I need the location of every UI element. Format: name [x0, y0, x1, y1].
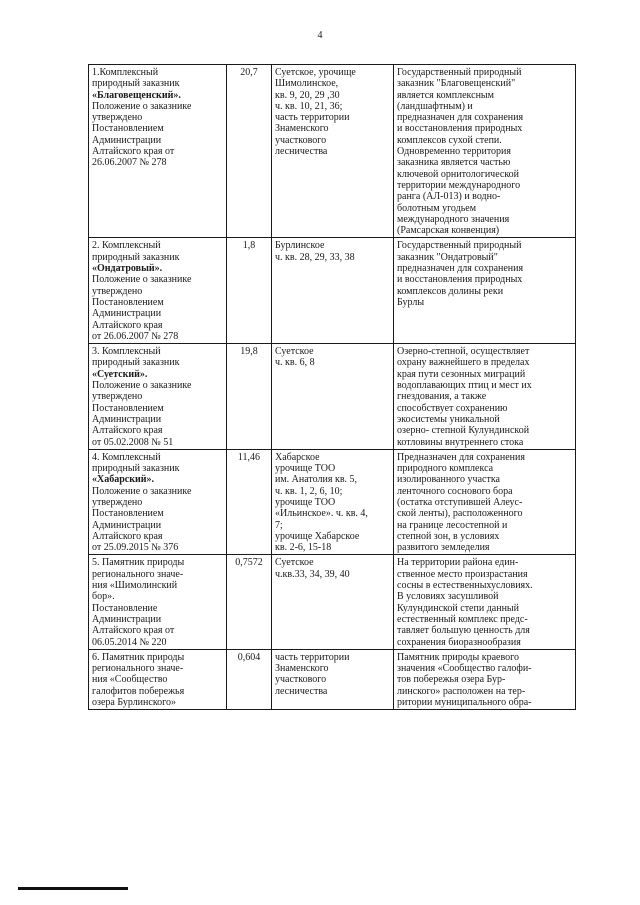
location-line: им. Анатолия кв. 5,: [275, 474, 358, 486]
area-size-cell: [227, 449, 272, 555]
description-line: (ландшафтным) и: [397, 100, 473, 112]
description-line: заказник "Благовещенский": [397, 78, 516, 90]
description-line: ключевой орнитологической: [397, 168, 520, 180]
description-line: изолированного участка: [397, 474, 500, 486]
name-line: Положение о заказнике: [92, 485, 192, 497]
description-line: края пути сезонных миграций: [397, 368, 526, 380]
description-line: предназначен для сохранения: [397, 263, 524, 275]
name-line: 4. Комплексный: [92, 451, 161, 463]
description-line: ленточного соснового бора: [397, 485, 513, 497]
name-line: Положение о заказнике: [92, 274, 192, 286]
name-line: «Благовещенский».: [92, 89, 181, 101]
name-line: Администрации: [92, 308, 162, 320]
description-line: тавляет большую ценность для: [397, 625, 530, 637]
location-line: урочище ТОО: [275, 463, 336, 475]
name-line: озера Бурлинского»: [92, 697, 177, 709]
name-line: утверждено: [92, 285, 143, 297]
area-name-cell: [89, 555, 227, 649]
table-row: [89, 555, 576, 649]
name-line: утверждено: [92, 496, 143, 508]
location-cell: [272, 65, 394, 238]
description-line: Кулундинской степи данный: [397, 602, 520, 614]
description-line: ственное место произрастания: [397, 568, 528, 580]
location-cell: [272, 649, 394, 709]
location-line: урочище Хабарское: [275, 530, 360, 542]
description-line: ской ленты), расположенного: [397, 508, 523, 520]
name-line: от 25.09.2015 № 376: [92, 542, 179, 554]
name-line: утверждено: [92, 112, 143, 124]
location-line: Хабарское: [275, 451, 320, 463]
table-row: [89, 65, 576, 238]
table-row: [89, 238, 576, 344]
location-line: кв. 9, 20, 29 ,30: [275, 89, 340, 101]
description-line: предназначен для сохранения: [397, 112, 524, 124]
description-line: охрану важнейшего в пределах: [397, 357, 530, 369]
area-value: 11,46: [237, 451, 261, 463]
name-line: Алтайского края: [92, 530, 163, 542]
area-name-cell: [89, 65, 227, 238]
description-line: естественный комплекс предс-: [397, 613, 528, 625]
name-line: 3. Комплексный: [92, 346, 161, 358]
description-line: гнездования, а также: [397, 391, 487, 403]
name-line: природный заказник: [92, 78, 180, 90]
name-line: 26.06.2007 № 278: [92, 157, 167, 169]
description-line: развитого земледелия: [397, 542, 490, 554]
name-line: Алтайского края: [92, 425, 163, 437]
name-line: «Суетский».: [92, 368, 148, 380]
name-line: Постановлением: [92, 123, 164, 135]
name-line: Положение о заказнике: [92, 380, 192, 392]
name-line: от 26.06.2007 № 278: [92, 330, 179, 342]
location-cell: [272, 555, 394, 649]
description-line: водоплавающих птиц и мест их: [397, 380, 532, 392]
location-line: лесничества: [275, 685, 328, 697]
area-size-cell: [227, 344, 272, 450]
location-cell: [272, 344, 394, 450]
description-cell: [394, 449, 576, 555]
name-line: Постановлением: [92, 296, 164, 308]
location-line: Знаменского: [275, 663, 329, 675]
table-row: [89, 649, 576, 709]
name-line: «Ондатровый».: [92, 263, 163, 275]
description-line: и восстановления природных: [397, 123, 523, 135]
description-line: В условиях засушливой: [397, 591, 499, 603]
name-line: Администрации: [92, 519, 162, 531]
name-line: Алтайского края от: [92, 625, 175, 637]
page-number: 4: [317, 30, 323, 41]
name-line: Постановлением: [92, 402, 164, 414]
description-line: Одновременно территория: [397, 146, 512, 158]
name-line: Администрации: [92, 134, 162, 146]
description-line: линского» расположен на тер-: [397, 685, 526, 697]
name-line: бор».: [92, 591, 115, 603]
description-line: На территории района един-: [397, 557, 519, 569]
area-value: 0,7572: [235, 557, 263, 569]
name-line: 06.05.2014 № 220: [92, 636, 167, 648]
name-line: Алтайского края от: [92, 146, 175, 158]
description-line: Государственный природный: [397, 67, 522, 78]
name-line: ния «Сообщество: [92, 674, 168, 686]
location-line: кв. 2-6, 15-18: [275, 542, 332, 554]
location-cell: [272, 238, 394, 344]
footer-rule: [18, 887, 128, 890]
name-line: природный заказник: [92, 357, 180, 369]
description-line: (Рамсарская конвенция): [397, 225, 500, 237]
description-cell: [394, 555, 576, 649]
location-line: участкового: [275, 674, 327, 686]
area-name-cell: [89, 449, 227, 555]
name-line: «Хабарский».: [92, 474, 155, 486]
location-line: Бурлинское: [275, 240, 325, 252]
description-line: заказника является частью: [397, 157, 511, 169]
name-line: регионального значе-: [92, 663, 184, 675]
table-row: [89, 344, 576, 450]
description-line: озерно- степной Кулундинской: [397, 425, 530, 437]
description-line: котловины внутреннего стока: [397, 436, 524, 448]
area-size-cell: [227, 238, 272, 344]
name-line: утверждено: [92, 391, 143, 403]
name-line: Постановление: [92, 602, 158, 614]
name-line: Положение о заказнике: [92, 100, 192, 112]
area-value: 1,8: [242, 240, 256, 252]
description-line: Бурлы: [397, 296, 425, 308]
location-line: «Ильинское». ч. кв. 4,: [275, 508, 368, 520]
location-line: ч. кв. 28, 29, 33, 38: [275, 251, 355, 263]
name-line: 1.Комплексный: [92, 67, 159, 78]
description-line: международного значения: [397, 213, 510, 225]
area-size-cell: [227, 555, 272, 649]
area-name-cell: [89, 238, 227, 344]
name-line: ния «Шимолинский: [92, 580, 178, 592]
description-line: (остатка отступившей Алеус-: [397, 496, 523, 508]
area-value: 0,604: [237, 651, 261, 663]
location-line: ч. кв. 1, 2, 6, 10;: [275, 485, 343, 497]
description-line: комплексов сухой степи.: [397, 134, 502, 146]
area-name-cell: [89, 344, 227, 450]
area-value: 19,8: [240, 346, 258, 358]
description-line: ранга (АЛ-013) и водно-: [397, 191, 501, 203]
area-size-cell: [227, 649, 272, 709]
description-cell: [394, 649, 576, 709]
description-line: тов побережья озера Бур-: [397, 674, 506, 686]
location-line: ч. кв. 6, 8: [275, 357, 315, 369]
description-line: способствует сохранению: [397, 402, 508, 414]
location-line: Суетское: [275, 557, 314, 569]
location-line: Знаменского: [275, 123, 329, 135]
name-line: 6. Памятник природы: [92, 651, 185, 663]
location-line: Шимолинское,: [275, 78, 339, 90]
location-line: лесничества: [275, 146, 328, 158]
name-line: природный заказник: [92, 251, 180, 263]
description-line: территории международного: [397, 179, 521, 191]
table-body: [89, 65, 576, 710]
name-line: 2. Комплексный: [92, 240, 161, 252]
location-line: 7;: [275, 519, 283, 531]
location-line: участкового: [275, 134, 327, 146]
location-line: Суетское, урочище: [275, 67, 356, 78]
description-line: Озерно-степной, осуществляет: [397, 346, 530, 358]
description-line: значения «Сообщество галофи-: [397, 663, 532, 675]
description-line: на границе лесостепной и: [397, 519, 508, 531]
description-line: и восстановления природных: [397, 274, 523, 286]
description-line: Предназначен для сохранения: [397, 451, 525, 463]
description-line: природного комплекса: [397, 463, 494, 475]
area-name-cell: [89, 649, 227, 709]
name-line: Алтайского края: [92, 319, 163, 331]
name-line: галофитов побережья: [92, 685, 185, 697]
name-line: Администрации: [92, 613, 162, 625]
description-cell: [394, 65, 576, 238]
description-line: сосны в естественныхусловиях.: [397, 580, 533, 592]
description-cell: [394, 238, 576, 344]
description-line: Государственный природный: [397, 240, 522, 252]
description-line: сохранения биоразнообразия: [397, 636, 521, 648]
name-line: природный заказник: [92, 463, 180, 475]
location-line: ч. кв. 10, 21, 36;: [275, 100, 343, 112]
description-line: заказник "Ондатровый": [397, 251, 498, 263]
name-line: от 05.02.2008 № 51: [92, 436, 174, 448]
description-line: степной зон, в условиях: [397, 530, 500, 542]
name-line: Постановлением: [92, 508, 164, 520]
description-line: болотным угодьем: [397, 202, 477, 214]
description-line: Памятник природы краевого: [397, 651, 519, 663]
location-line: урочище ТОО: [275, 496, 336, 508]
location-line: ч.кв.33, 34, 39, 40: [275, 568, 350, 580]
description-line: ритории муниципального обра-: [397, 697, 532, 709]
table-row: [89, 449, 576, 555]
area-value: 20,7: [240, 67, 258, 78]
name-line: Администрации: [92, 413, 162, 425]
location-line: часть территории: [275, 112, 350, 124]
name-line: 5. Памятник природы: [92, 557, 185, 569]
name-line: регионального значе-: [92, 568, 184, 580]
location-line: часть территории: [275, 651, 350, 663]
description-cell: [394, 344, 576, 450]
area-size-cell: [227, 65, 272, 238]
protected-areas-table: [88, 64, 576, 710]
description-line: комплексов долины реки: [397, 285, 504, 297]
location-line: Суетское: [275, 346, 314, 358]
location-cell: [272, 449, 394, 555]
description-line: экосистемы уникальной: [397, 413, 500, 425]
description-line: является комплексным: [397, 89, 494, 101]
